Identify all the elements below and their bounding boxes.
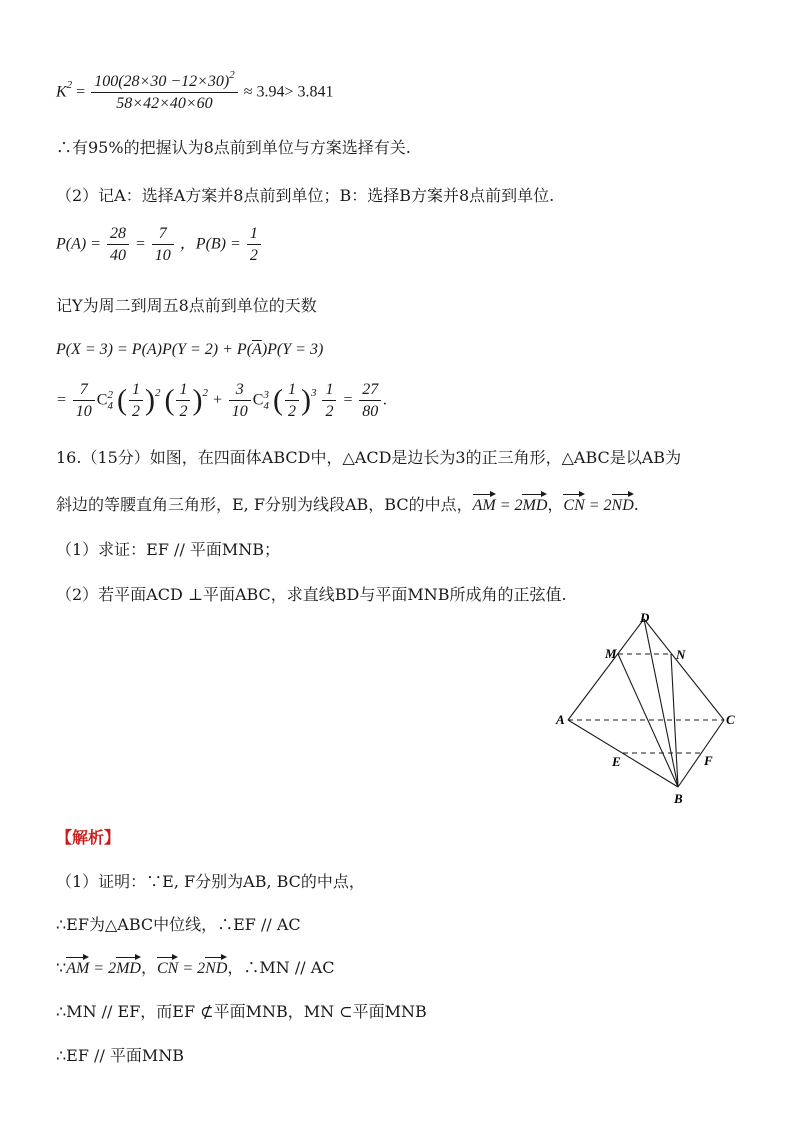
y-definition: 记Y为周二到周五8点前到单位的天数 (56, 296, 317, 315)
k2-denominator: 58×42×40×60 (116, 95, 213, 113)
label-n: N (676, 647, 686, 662)
px3-part1: P(X = 3) = P(A)P(Y = 2) + P( (56, 341, 253, 358)
vec-md: MD (522, 497, 548, 514)
vec-cn: CN (563, 497, 585, 514)
calc-frac1: $\frac{7}{10}$ (73, 380, 95, 421)
calc-eq: = (56, 391, 67, 409)
k2-equals: = (76, 83, 90, 101)
label-m: M (605, 646, 617, 661)
k2-formula (56, 69, 334, 113)
calc-plus: + (211, 391, 223, 409)
edge-dc (644, 619, 724, 720)
edge-ad (568, 619, 644, 720)
label-d: D (640, 610, 650, 625)
vec-am: AM (472, 497, 496, 514)
calc-half1: $\frac{1}{2}$ (129, 380, 143, 421)
calc-frac2: $\frac{3}{10}$ (229, 380, 251, 421)
problem16-comma: ， (547, 495, 564, 514)
calc-half3: $\frac{1}{2}$ (285, 380, 299, 421)
calc-half2: $\frac{1}{2}$ (176, 380, 190, 421)
calc-c2: C (252, 391, 264, 409)
calc-pow-c: 3 (310, 387, 317, 400)
label-b: B (674, 791, 683, 806)
analysis-vec-nd: ND (205, 960, 228, 977)
analysis-step2: ∴EF为△ABC中位线，∴EF // AC (56, 915, 301, 934)
analysis-eq-b: = 2 (178, 960, 206, 977)
analysis-step5: ∴EF // 平面MNB (56, 1046, 185, 1065)
problem16-q2: （2）若平面ACD ⊥平面ABC，求直线BD与平面MNB所成角的正弦值. (56, 585, 567, 604)
vec-nd: ND (611, 497, 634, 514)
analysis-step3-because: ∵ (56, 958, 67, 977)
px3-part2: )P(Y = 3) (261, 341, 324, 358)
problem16-q1: （1）求证：EF // 平面MNB； (56, 540, 281, 559)
k2-lhs-sup: 2 (66, 79, 73, 92)
analysis-step3-conclusion: ，∴MN // AC (227, 958, 335, 977)
analysis-step4: ∴MN // EF，而EF ⊄平面MNB，MN ⊂平面MNB (56, 1002, 427, 1021)
calc-c1-indices: 2 4 (107, 388, 113, 412)
calc-c2-indices: 3 4 (263, 388, 269, 412)
label-a: A (556, 712, 565, 727)
label-c: C (726, 712, 735, 727)
calc-eq2: = (342, 391, 354, 409)
calc-period: . (383, 391, 388, 409)
calc-pow-a: 2 (154, 387, 161, 400)
prob-a-frac1: $\frac{28}{40}$ (107, 224, 129, 265)
problem16-line2-text: 斜边的等腰直角三角形，E, F分别为线段AB，BC的中点， (56, 495, 473, 514)
px3-abar: $\overline{A}$ (252, 341, 262, 358)
k2-numerator-sup: 2 (229, 69, 235, 81)
k2-fraction (91, 69, 238, 113)
label-e: E (612, 754, 621, 769)
px3-line (56, 340, 323, 359)
prob-b-frac: $\frac{1}{2}$ (247, 224, 261, 265)
analysis-vec-cn: CN (157, 960, 179, 977)
k2-numerator: 100(28×30 −12×30) (94, 73, 230, 90)
calc-line: = $\frac{7}{10}$ C 2 4 ( $\frac{1}{2}$ )$^2$ ( $\frac{1}{2}$ )$^2$ + $\frac{3}{10}$ C 3 4 ( $\frac{1}{2}$ )$^3$ $\frac{1}{2}$ = $\frac{27}{80}$ . (56, 381, 388, 421)
k2-lhs: K (56, 83, 67, 101)
prob-a-frac2: $\frac{7}{10}$ (152, 224, 174, 265)
analysis-step1: （1）证明：∵E, F分别为AB, BC的中点， (56, 872, 365, 891)
analysis-label: 【解析】 (56, 828, 121, 847)
part2-intro: （2）记A：选择A方案并8点前到单位；B：选择B方案并8点前到单位. (56, 186, 555, 205)
calc-c1: C (96, 391, 108, 409)
tetrahedron-diagram (548, 610, 758, 810)
analysis-vec-md: MD (116, 960, 141, 977)
prob-a-lhs: P(A) = (56, 235, 101, 253)
k2-rhs: ≈ 3.94> 3.841 (243, 83, 334, 101)
calc-pow-b: 2 (202, 387, 208, 400)
conclusion-1: ∴有95%的把握认为8点前到单位与方案选择有关. (56, 138, 411, 157)
edge-bc (678, 720, 724, 787)
prob-a-line (56, 224, 263, 265)
calc-half4: $\frac{1}{2}$ (322, 380, 336, 421)
problem16-eq-b: = 2 (584, 497, 612, 514)
analysis-step3 (56, 958, 335, 978)
problem16-line1: 16.（15分）如图，在四面体ABCD中，△ACD是边长为3的正三角形，△ABC是以AB为 (56, 448, 682, 467)
label-f: F (704, 753, 713, 768)
analysis-comma: ， (140, 958, 157, 977)
problem16-line2 (56, 495, 639, 515)
analysis-vec-am: AM (66, 960, 90, 977)
edge-db (644, 619, 678, 787)
analysis-eq-a: = 2 (89, 960, 117, 977)
prob-b-lhs: ，P(B) = (179, 235, 241, 253)
problem16-period: . (633, 495, 639, 514)
prob-a-eq: = (135, 235, 146, 253)
problem16-eq-a: = 2 (495, 497, 523, 514)
calc-result: $\frac{27}{80}$ (359, 380, 381, 421)
